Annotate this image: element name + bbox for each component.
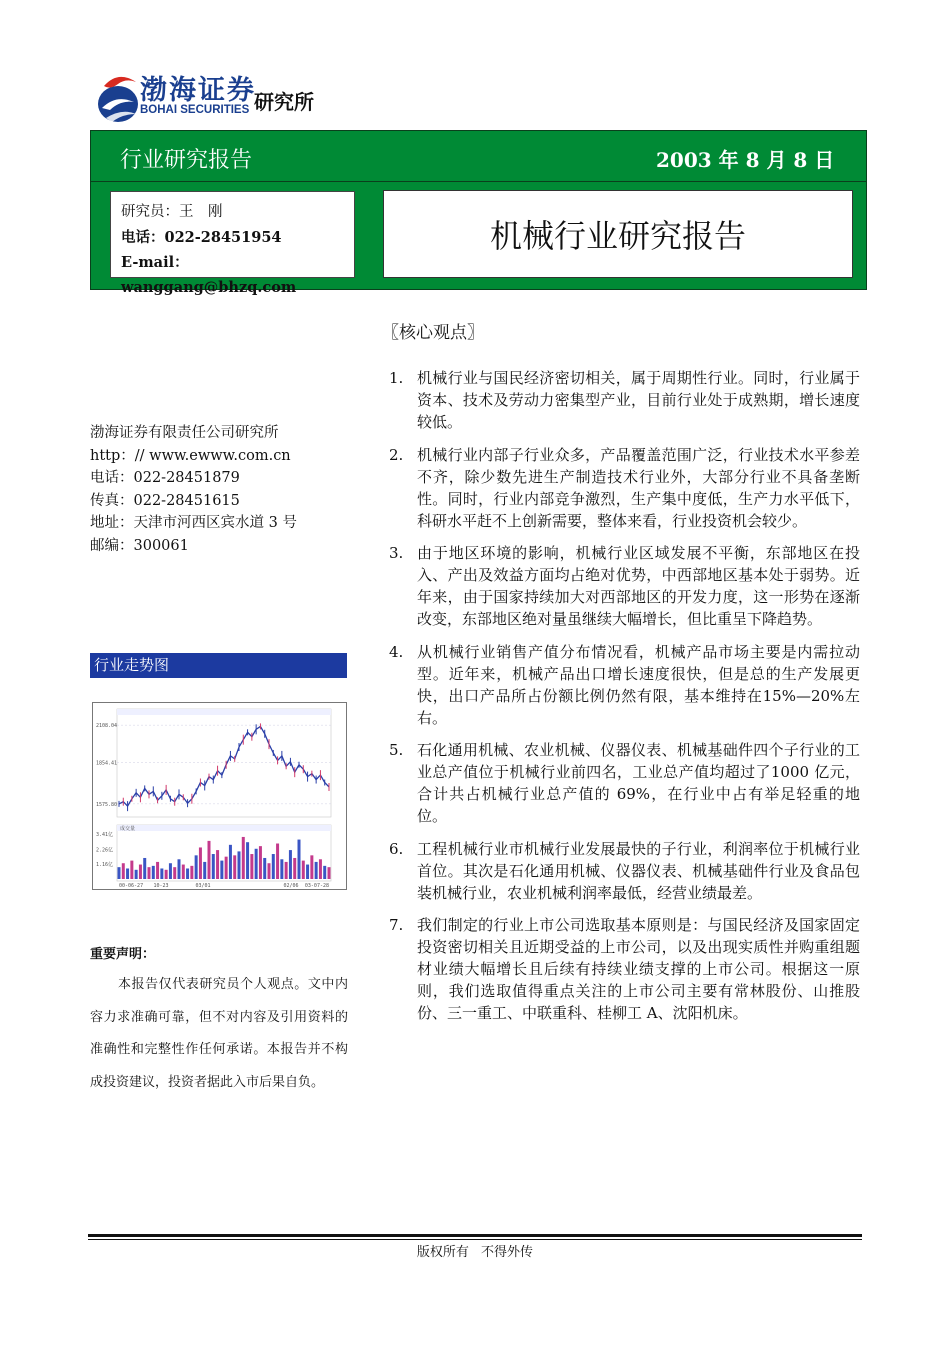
core-point: 5. 石化通用机械、农业机械、仪器仪表、机械基础件四个子行业的工业总产值位于机械行业前四名，工业总产值均超过了1000 亿元，合计共占机械行业总产值的 69%，在行业中占有举足轻重的地位。 <box>389 741 860 825</box>
core-views-title: 〖核心观点〗 <box>382 323 484 343</box>
volume-bar <box>199 847 202 879</box>
volume-bar <box>315 862 318 879</box>
volume-bar <box>186 868 189 879</box>
volume-tick-label: 2.26亿 <box>96 847 114 854</box>
company-website[interactable]: http：// www.ewww.com.cn <box>90 447 291 464</box>
volume-bar <box>302 861 305 879</box>
analyst-phone: 电话：022-28451954 <box>121 229 282 246</box>
core-point: 6. 工程机械行业市机械行业发展最快的子行业，利润率位于机械行业首位。其次是石化通用机械、仪器仪表、机械基础件行业及食品包装机械行业，农业机械利润率最低，经营业绩最差。 <box>389 839 860 902</box>
volume-bar <box>156 862 159 879</box>
company-name: 渤海证券有限责任公司研究所 <box>90 425 279 441</box>
trend-chart-frame <box>92 702 347 890</box>
volume-bar <box>289 850 292 879</box>
volume-bar <box>280 859 283 879</box>
volume-bar <box>225 857 228 879</box>
volume-bar <box>122 863 125 879</box>
volume-bar <box>182 865 185 879</box>
footer-copyright: 版权所有 不得外传 <box>416 1245 534 1260</box>
logo-brand-cn: 渤海证券 <box>140 75 256 106</box>
volume-bar <box>126 868 129 879</box>
chart-legend-strip <box>117 709 331 715</box>
y-tick-label: 1575.80 <box>96 801 118 808</box>
disclaimer-body: 本报告仅代表研究员个人观点。文中内容力求准确可靠，但不对内容及引用资料的准确性和完整性作任何承诺。本报告并不构成投资建议，投资者据此入市后果自负。 <box>90 977 348 1090</box>
volume-bar <box>130 861 133 879</box>
volume-bar <box>259 846 262 879</box>
volume-bar <box>255 849 258 879</box>
analyst-email: E-mail：wanggang@bhzq.com <box>121 254 297 296</box>
x-tick-label: 00-06-27 <box>119 883 144 889</box>
volume-bar <box>238 851 241 879</box>
volume-bar <box>152 866 155 879</box>
volume-bar <box>118 867 121 879</box>
volume-bar <box>298 840 301 879</box>
y-tick-label: 2108.04 <box>96 723 118 730</box>
footer-rule-thin <box>88 1239 862 1240</box>
core-point: 4. 从机械行业销售产值分布情况看，机械产品市场主要是内需拉动型。近年来，机械产品出口增长速度很快，但是总的生产发展更快，出口产品所占份额比例仍然有限，基本维持在15%—20%左右。 <box>389 642 860 727</box>
y-tick-label: 1854.41 <box>96 760 118 767</box>
volume-bar <box>203 862 206 879</box>
volume-bar <box>135 870 138 879</box>
volume-bar <box>178 859 181 879</box>
volume-label: 成交量 <box>120 826 136 832</box>
volume-bar <box>285 862 288 879</box>
volume-bar <box>242 837 245 879</box>
company-postcode: 邮编：300061 <box>90 537 189 554</box>
logo-suffix: 研究所 <box>254 90 314 114</box>
footer-rule-thick <box>88 1234 862 1237</box>
volume-bar <box>310 855 313 879</box>
trend-chart-title: 行业走势图 <box>90 653 347 678</box>
company-fax: 传真：022-28451615 <box>90 492 240 509</box>
volume-bar <box>173 867 176 879</box>
volume-bar <box>268 863 271 879</box>
core-point: 1. 机械行业与国民经济密切相关，属于周期性行业。同时，行业属于资本、技术及劳动力密集型产业，目前行业处于成熟期，增长速度较低。 <box>389 369 860 431</box>
x-tick-label: 10-23 <box>153 883 169 889</box>
core-views-list <box>382 367 860 1035</box>
volume-bar <box>160 868 163 879</box>
volume-bar <box>208 841 211 879</box>
volume-bar <box>148 867 151 879</box>
report-type-label: 行业研究报告 <box>120 148 253 173</box>
core-point: 3. 由于地区环境的影响，机械行业区域发展不平衡，东部地区在投入、产出及效益方面均占绝对优势，中西部地区基本处于弱势。近年来，由于国家持续加大对西部地区的开发力度，这一形势在逐渐改变，东部地区绝对量虽继续大幅增长，但比重呈下降趋势。 <box>389 544 860 628</box>
report-title-box <box>383 190 853 278</box>
analyst-contact-box <box>110 191 355 296</box>
company-info <box>90 422 297 557</box>
disclaimer-title: 重要声明： <box>90 947 156 962</box>
volume-bar <box>233 855 236 879</box>
report-date: 2003 年 8 月 8 日 <box>656 148 835 172</box>
x-tick-label: 03/01 <box>195 883 211 889</box>
volume-bar <box>212 854 215 879</box>
x-tick-label: 03-07-28 <box>304 883 329 889</box>
volume-bar <box>190 866 193 879</box>
company-phone: 电话：022-28451879 <box>90 470 240 486</box>
logo-brand-en: BOHAI SECURITIES <box>140 104 250 116</box>
volume-bar <box>250 854 253 879</box>
volume-bar <box>276 844 279 879</box>
volume-bar <box>229 845 232 879</box>
company-address: 地址：天津市河西区宾水道 3 号 <box>90 515 297 531</box>
volume-bar <box>169 863 172 879</box>
volume-bar <box>306 865 309 879</box>
core-point: 7. 我们制定的行业上市公司选取基本原则是：与国民经济及国家固定投资密切相关且近期受益的上市公司，以及出现实质性并购重组题材业绩大幅增长且后续有持续业绩支撑的上市公司。根据这一原则，我们选取值得重点关注的上市公司主要有常林股份、山推股份、三一重工、中联重科、桂柳工 A、沈阳机床。 <box>389 916 860 1022</box>
volume-bar <box>195 855 198 879</box>
x-tick-label: 02/06 <box>283 883 299 889</box>
header-divider <box>90 181 867 182</box>
volume-bar <box>319 859 322 879</box>
volume-legend-strip <box>117 825 331 831</box>
analyst-name: 研究员：王 刚 <box>121 204 223 220</box>
volume-bar <box>143 858 146 879</box>
core-point: 2. 机械行业内部子行业众多，产品覆盖范围广泛，行业技术水平参差不齐，除少数先进生产制造技术行业外，大部分行业不具备垄断性。同时，行业内部竞争激烈，生产集中度低，生产力水平低下，科研水平赶不上创新需要，整体来看，行业投资机会较少。 <box>389 445 860 530</box>
volume-bar <box>216 850 219 879</box>
report-title: 机械行业研究报告 <box>489 217 746 255</box>
volume-bar <box>328 867 331 879</box>
volume-tick-label: 1.16亿 <box>96 861 114 868</box>
volume-bar <box>139 865 142 879</box>
volume-bar <box>272 854 275 879</box>
volume-tick-label: 3.41亿 <box>96 832 114 839</box>
volume-bar <box>323 866 326 879</box>
volume-bar <box>165 870 168 879</box>
volume-bar <box>263 858 266 879</box>
volume-bar <box>246 842 249 879</box>
volume-bar <box>220 861 223 879</box>
trend-chart <box>93 703 346 889</box>
volume-bar <box>293 858 296 879</box>
